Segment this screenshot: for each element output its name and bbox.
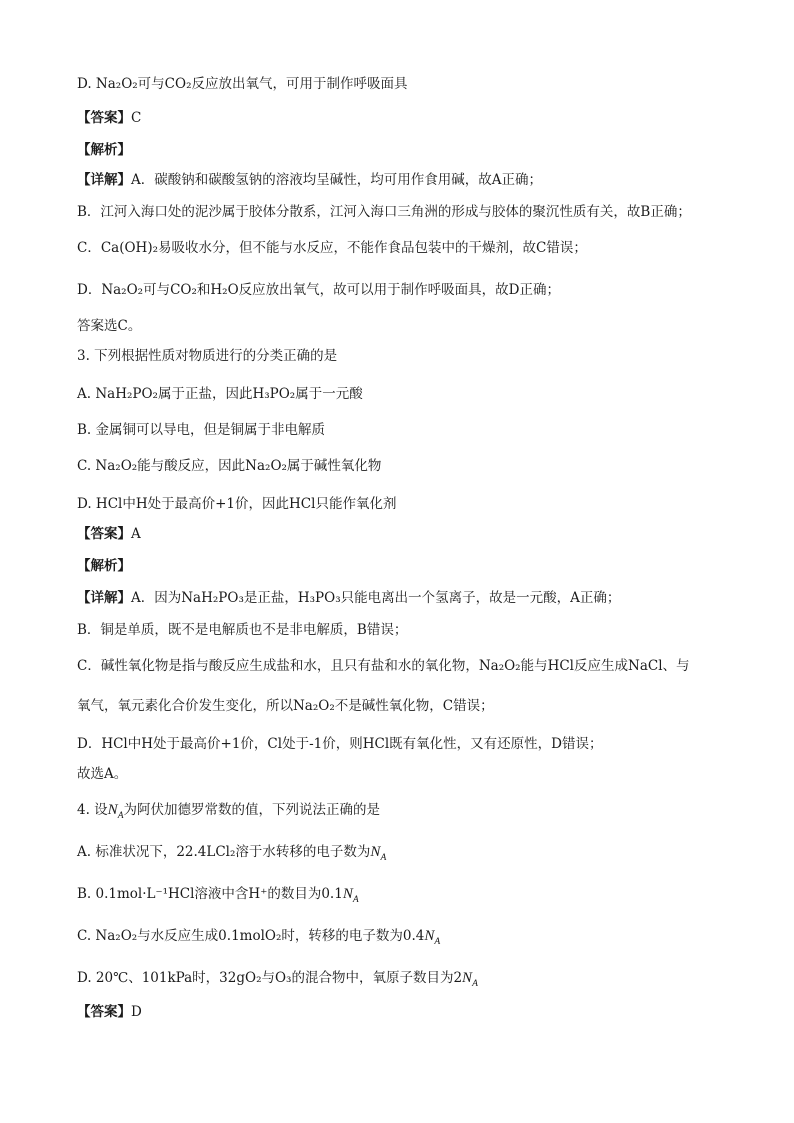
q3-detail-c-line1 <box>77 656 754 676</box>
q2-conclusion <box>77 316 754 336</box>
detail-text: A．碳酸钠和碳酸氢钠的溶液均呈碱性，均可用作食用碱，故A正确； <box>131 172 542 188</box>
q2-detail-d <box>77 280 754 300</box>
q2-analysis-tag <box>77 140 754 160</box>
detail-tag: 【详解】 <box>77 172 131 188</box>
detail-text: C．碱性氧化物是指与酸反应生成盐和水，且只有盐和水的氧化物，Na₂O₂能与HCl反应生成NaCl、与 <box>77 658 690 674</box>
q4-option-a <box>77 842 754 862</box>
q3-option-d <box>77 494 754 514</box>
q3-detail-b <box>77 620 754 640</box>
q3-detail-c-line2 <box>77 696 754 716</box>
avogadro-symbol: $N_A$ <box>342 886 359 905</box>
q4-option-c <box>77 926 754 946</box>
q3-option-a <box>77 384 754 404</box>
q2-detail-a <box>77 170 754 190</box>
option-text: A. NaH₂PO₂属于正盐，因此H₃PO₂属于一元酸 <box>77 386 363 402</box>
q2-option-d <box>77 74 754 94</box>
q3-option-b <box>77 420 754 440</box>
q3-detail-a <box>77 588 754 608</box>
analysis-tag: 【解析】 <box>77 558 131 574</box>
avogadro-symbol: $N_A$ <box>370 844 387 863</box>
avogadro-symbol: $N_A$ <box>107 802 124 821</box>
option-text: C. Na₂O₂能与酸反应，因此Na₂O₂属于碱性氧化物 <box>77 458 382 474</box>
answer-value: A <box>131 526 141 542</box>
q4-answer-line <box>77 1002 754 1022</box>
option-text: B. 金属铜可以导电，但是铜属于非电解质 <box>77 422 326 438</box>
q2-detail-c <box>77 238 754 258</box>
detail-text: D．Na₂O₂可与CO₂和H₂O反应放出氧气，故可以用于制作呼吸面具，故D正确； <box>77 282 560 298</box>
option-text: D. HCl中H处于最高价+1价，因此HCl只能作氧化剂 <box>77 496 397 512</box>
option-text: A. 标准状况下，22.4LCl₂溶于水转移的电子数为$N_A$ <box>77 844 387 863</box>
answer-tag: 【答案】 <box>77 110 131 126</box>
conclusion-text: 故选A。 <box>77 766 128 782</box>
detail-text: C．Ca(OH)₂易吸收水分，但不能与水反应，不能作食品包装中的干燥剂，故C错误； <box>77 240 587 256</box>
answer-value: C <box>131 110 142 126</box>
q2-detail-b <box>77 202 754 222</box>
answer-tag: 【答案】 <box>77 1004 131 1020</box>
q4-stem <box>77 800 754 820</box>
avogadro-symbol: $N_A$ <box>424 928 441 947</box>
detail-text: B．铜是单质，既不是电解质也不是非电解质，B错误； <box>77 622 408 638</box>
q3-answer-line <box>77 524 754 544</box>
answer-value: D <box>131 1004 142 1020</box>
q4-option-d <box>77 968 754 988</box>
conclusion-text: 答案选C。 <box>77 318 142 334</box>
option-text: C. Na₂O₂与水反应生成0.1molO₂时，转移的电子数为$0.4N_A$ <box>77 928 441 947</box>
question-stem: 3. 下列根据性质对物质进行的分类正确的是 <box>77 348 338 364</box>
detail-text: B．江河入海口处的泥沙属于胶体分散系，江河入海口三角洲的形成与胶体的聚沉性质有关，故B正确； <box>77 204 691 220</box>
avogadro-symbol: $N_A$ <box>462 970 478 989</box>
q3-conclusion <box>77 764 754 784</box>
question-stem: 4. 设$N_A$为阿伏加德罗常数的值，下列说法正确的是 <box>77 802 380 821</box>
q3-analysis-tag <box>77 556 754 576</box>
detail-text: A．因为NaH₂PO₃是正盐，H₃PO₃只能电离出一个氢离子，故是一元酸，A正确； <box>131 590 621 606</box>
q2-answer-line <box>77 108 754 128</box>
option-text: B. 0.1mol·L⁻¹HCl溶液中含H⁺的数目为$0.1N_A$ <box>77 886 359 905</box>
analysis-tag: 【解析】 <box>77 142 131 158</box>
option-text: D. 20℃、101kPa时，32gO₂与O₃的混合物中，氧原子数目为$2N_A$ <box>77 970 478 989</box>
q3-stem <box>77 346 754 366</box>
detail-text: D．HCl中H处于最高价+1价，Cl处于-1价，则HCl既有氧化性，又有还原性，D错误； <box>77 736 603 752</box>
q2-option-d-text: D. Na₂O₂可与CO₂反应放出氧气，可用于制作呼吸面具 <box>77 76 408 92</box>
q3-detail-d <box>77 734 754 754</box>
detail-text: 氧气，氧元素化合价发生变化，所以Na₂O₂不是碱性氧化物，C错误； <box>77 698 494 714</box>
q3-option-c <box>77 456 754 476</box>
q4-option-b <box>77 884 754 904</box>
answer-tag: 【答案】 <box>77 526 131 542</box>
detail-tag: 【详解】 <box>77 590 131 606</box>
